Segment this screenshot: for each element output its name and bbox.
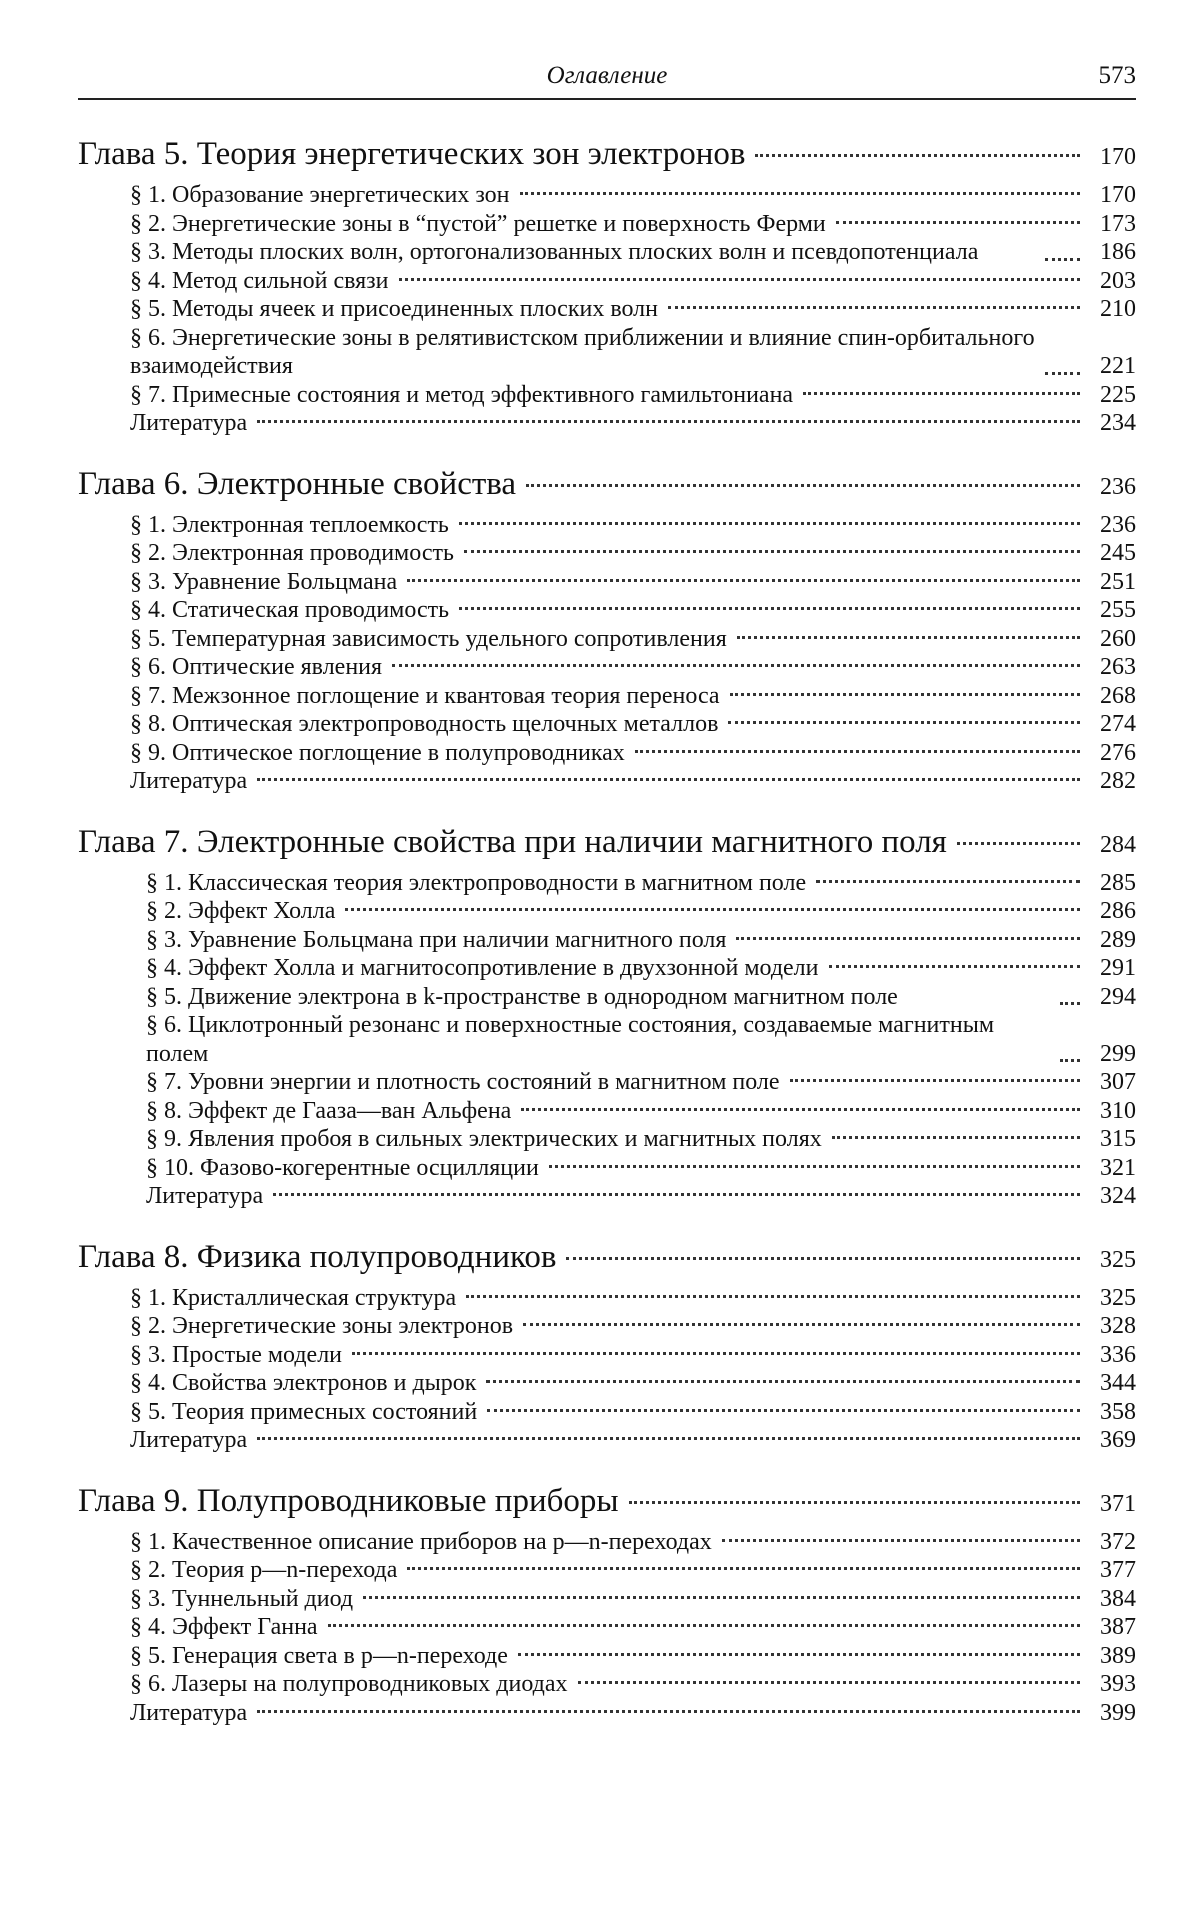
section-entry <box>78 710 1136 739</box>
section-title: § 3. Уравнение Больцмана при наличии магнитного поля <box>146 926 727 953</box>
chapter-heading <box>78 820 1136 867</box>
leader-dots <box>407 1567 1080 1570</box>
chapter-page: 236 <box>1100 473 1136 500</box>
leader-dots <box>635 750 1080 753</box>
section-entry <box>78 1011 1136 1068</box>
section-entry <box>78 1528 1136 1557</box>
toc-chapter <box>78 820 1136 1211</box>
leader-dots <box>345 908 1080 911</box>
section-page: 255 <box>1100 597 1136 623</box>
section-title: § 8. Эффект де Гааза—ван Альфена <box>146 1097 512 1124</box>
section-title: § 4. Эффект Холла и магнитосопротивление в двухзонной модели <box>146 955 819 981</box>
section-page: 285 <box>1100 869 1136 896</box>
chapter-heading <box>78 132 1136 179</box>
section-title: § 9. Оптическое поглощение в полупроводниках <box>130 739 625 766</box>
section-entry <box>78 1341 1136 1370</box>
section-title: § 1. Классическая теория электропроводности в магнитном поле <box>146 869 807 896</box>
leader-dots <box>257 420 1080 423</box>
section-entry <box>78 926 1136 955</box>
section-page: 387 <box>1100 1614 1136 1640</box>
literature-entry <box>78 1182 1136 1211</box>
section-entry <box>78 1585 1136 1614</box>
section-page: 186 <box>1100 239 1136 265</box>
section-title: § 8. Оптическая электропроводность щелочных металлов <box>130 711 719 737</box>
section-entry <box>78 1312 1136 1341</box>
section-title: § 2. Эффект Холла <box>146 898 336 924</box>
section-title: § 1. Образование энергетических зон <box>130 182 510 208</box>
leader-dots <box>803 392 1080 395</box>
chapter-title: Глава 5. Теория энергетических зон электронов <box>78 136 746 172</box>
section-title: § 4. Свойства электронов и дырок <box>130 1370 477 1396</box>
leader-dots <box>1045 258 1080 261</box>
section-entry <box>78 1556 1136 1585</box>
section-title: § 6. Лазеры на полупроводниковых диодах <box>130 1671 568 1697</box>
section-entry <box>78 625 1136 654</box>
section-entry <box>78 210 1136 239</box>
chapter-title: Глава 6. Электронные свойства <box>78 465 517 502</box>
section-entry <box>78 324 1136 381</box>
section-entry <box>78 181 1136 210</box>
section-page: 315 <box>1100 1126 1136 1152</box>
section-entry <box>78 1369 1136 1398</box>
section-entry <box>78 1398 1136 1427</box>
leader-dots <box>459 607 1080 610</box>
section-title: § 5. Движение электрона в k-пространстве в однородном магнитном поле <box>146 983 898 1010</box>
toc-page <box>78 58 1136 1727</box>
section-entry <box>78 1670 1136 1699</box>
toc-chapter <box>78 462 1136 796</box>
section-page: 225 <box>1100 381 1136 408</box>
section-entry <box>78 596 1136 625</box>
leader-dots <box>257 778 1080 781</box>
leader-dots <box>518 1653 1080 1656</box>
section-page: 291 <box>1100 955 1136 981</box>
literature-title: Литература <box>130 1427 248 1453</box>
toc-chapter <box>78 1479 1136 1728</box>
section-page: 210 <box>1100 296 1136 322</box>
section-entry <box>78 1068 1136 1097</box>
running-header <box>78 58 1136 100</box>
section-page: 263 <box>1100 654 1136 680</box>
literature-entry <box>78 767 1136 796</box>
section-title: § 6. Циклотронный резонанс и поверхностные состояния, создаваемые магнитным полем <box>146 1012 995 1067</box>
section-entry <box>78 568 1136 597</box>
section-title: § 2. Энергетические зоны электронов <box>130 1313 514 1339</box>
section-page: 384 <box>1100 1585 1136 1612</box>
section-page: 236 <box>1100 511 1136 538</box>
leader-dots <box>257 1710 1080 1713</box>
leader-dots <box>578 1681 1080 1684</box>
chapter-heading <box>78 1235 1136 1282</box>
literature-page: 234 <box>1100 410 1136 436</box>
chapter-page: 170 <box>1100 144 1136 170</box>
section-title: § 5. Температурная зависимость удельного сопротивления <box>130 625 727 652</box>
section-title: § 5. Методы ячеек и присоединенных плоских волн <box>130 296 658 322</box>
section-title: § 7. Уровни энергии и плотность состояний в магнитном поле <box>146 1069 780 1095</box>
leader-dots <box>526 484 1080 487</box>
section-title: § 5. Теория примесных состояний <box>130 1398 478 1425</box>
section-entry <box>78 267 1136 296</box>
section-entry <box>78 1125 1136 1154</box>
leader-dots <box>832 1136 1080 1139</box>
section-page: 310 <box>1100 1097 1136 1124</box>
section-title: § 4. Эффект Ганна <box>130 1614 318 1640</box>
running-title: Оглавление <box>546 62 668 89</box>
section-title: § 3. Туннельный диод <box>130 1585 354 1612</box>
page-number: 573 <box>1098 62 1136 89</box>
section-entry <box>78 539 1136 568</box>
leader-dots <box>737 636 1080 639</box>
section-page: 203 <box>1100 267 1136 294</box>
leader-dots <box>755 154 1080 157</box>
literature-page: 324 <box>1100 1183 1136 1209</box>
leader-dots <box>836 221 1080 224</box>
section-title: § 1. Качественное описание приборов на p—n-переходах <box>130 1528 712 1555</box>
leader-dots <box>392 664 1080 667</box>
section-title: § 4. Статическая проводимость <box>130 597 450 623</box>
section-title: § 3. Методы плоских волн, ортогонализованных плоских волн и псевдопотенциала <box>130 239 979 265</box>
section-page: 389 <box>1100 1642 1136 1669</box>
leader-dots <box>730 693 1080 696</box>
section-entry <box>78 511 1136 540</box>
literature-title: Литература <box>146 1183 264 1209</box>
leader-dots <box>273 1193 1080 1196</box>
chapter-page: 284 <box>1100 831 1136 858</box>
section-entry <box>78 1154 1136 1183</box>
leader-dots <box>816 880 1080 883</box>
section-entry <box>78 869 1136 898</box>
section-page: 245 <box>1100 540 1136 566</box>
leader-dots <box>668 306 1080 309</box>
section-page: 173 <box>1100 210 1136 237</box>
leader-dots <box>459 522 1080 525</box>
leader-dots <box>1045 372 1080 375</box>
section-page: 307 <box>1100 1069 1136 1095</box>
section-entry <box>78 1284 1136 1313</box>
leader-dots <box>957 842 1080 845</box>
section-entry <box>78 653 1136 682</box>
section-title: § 6. Энергетические зоны в релятивистском приближении и влияние спин-орбитального взаимодействия <box>130 324 1035 379</box>
section-page: 294 <box>1100 983 1136 1010</box>
leader-dots <box>466 1295 1080 1298</box>
leader-dots <box>363 1596 1080 1599</box>
section-page: 377 <box>1100 1557 1136 1583</box>
section-title: § 3. Простые модели <box>130 1341 343 1368</box>
section-page: 276 <box>1100 739 1136 766</box>
section-title: § 2. Электронная проводимость <box>130 540 454 566</box>
section-page: 286 <box>1100 898 1136 924</box>
chapter-title: Глава 7. Электронные свойства при наличии магнитного поля <box>78 823 947 860</box>
section-entry <box>78 897 1136 926</box>
section-page: 372 <box>1100 1528 1136 1555</box>
chapter-heading <box>78 1479 1136 1526</box>
literature-entry <box>78 1699 1136 1728</box>
section-entry <box>78 739 1136 768</box>
section-title: § 1. Кристаллическая структура <box>130 1284 457 1311</box>
section-title: § 5. Генерация света в p—n-переходе <box>130 1642 508 1669</box>
section-page: 299 <box>1100 1040 1136 1067</box>
toc-chapter <box>78 132 1136 438</box>
literature-entry <box>78 409 1136 438</box>
leader-dots <box>407 579 1080 582</box>
section-page: 260 <box>1100 625 1136 652</box>
leader-dots <box>399 278 1080 281</box>
section-title: § 9. Явления пробоя в сильных электрических и магнитных полях <box>146 1126 822 1152</box>
section-entry <box>78 295 1136 324</box>
section-title: § 6. Оптические явления <box>130 654 383 680</box>
section-page: 328 <box>1100 1313 1136 1339</box>
section-page: 274 <box>1100 711 1136 737</box>
section-page: 321 <box>1100 1154 1136 1181</box>
chapter-page: 325 <box>1100 1246 1136 1273</box>
leader-dots <box>257 1437 1080 1440</box>
section-title: § 1. Электронная теплоемкость <box>130 511 449 538</box>
section-entry <box>78 1613 1136 1642</box>
section-page: 170 <box>1100 182 1136 208</box>
leader-dots <box>464 550 1080 553</box>
section-page: 358 <box>1100 1398 1136 1425</box>
section-page: 325 <box>1100 1284 1136 1311</box>
section-page: 393 <box>1100 1671 1136 1697</box>
section-title: § 2. Теория p—n-перехода <box>130 1557 398 1583</box>
leader-dots <box>520 192 1080 195</box>
leader-dots <box>328 1624 1080 1627</box>
leader-dots <box>629 1501 1080 1504</box>
section-page: 344 <box>1100 1370 1136 1396</box>
chapter-page: 371 <box>1100 1490 1136 1517</box>
section-page: 221 <box>1100 353 1136 379</box>
leader-dots <box>566 1257 1080 1260</box>
leader-dots <box>487 1409 1080 1412</box>
section-title: § 10. Фазово-когерентные осцилляции <box>146 1154 539 1181</box>
leader-dots <box>549 1165 1080 1168</box>
section-title: § 3. Уравнение Больцмана <box>130 568 398 595</box>
literature-title: Литература <box>130 768 248 794</box>
section-entry <box>78 1097 1136 1126</box>
section-title: § 7. Межзонное поглощение и квантовая теория переноса <box>130 682 720 709</box>
section-title: § 2. Энергетические зоны в “пустой” решетке и поверхность Ферми <box>130 210 826 237</box>
leader-dots <box>790 1079 1080 1082</box>
leader-dots <box>1060 1059 1080 1062</box>
section-entry <box>78 1642 1136 1671</box>
literature-title: Литература <box>130 1699 248 1726</box>
chapter-title: Глава 8. Физика полупроводников <box>78 1238 557 1275</box>
section-entry <box>78 381 1136 410</box>
section-entry <box>78 682 1136 711</box>
table-of-contents <box>78 132 1136 1727</box>
section-page: 336 <box>1100 1341 1136 1368</box>
section-title: § 7. Примесные состояния и метод эффективного гамильтониана <box>130 381 794 408</box>
leader-dots <box>352 1352 1080 1355</box>
literature-entry <box>78 1426 1136 1455</box>
literature-title: Литература <box>130 410 248 436</box>
chapter-title: Глава 9. Полупроводниковые приборы <box>78 1482 619 1519</box>
section-page: 251 <box>1100 568 1136 595</box>
literature-page: 399 <box>1100 1699 1136 1726</box>
leader-dots <box>486 1380 1080 1383</box>
leader-dots <box>722 1539 1080 1542</box>
section-entry <box>78 983 1136 1012</box>
section-entry <box>78 954 1136 983</box>
chapter-heading <box>78 462 1136 509</box>
literature-page: 369 <box>1100 1427 1136 1453</box>
leader-dots <box>829 965 1080 968</box>
section-title: § 4. Метод сильной связи <box>130 267 389 294</box>
section-page: 289 <box>1100 926 1136 953</box>
leader-dots <box>523 1323 1080 1326</box>
leader-dots <box>1060 1002 1080 1005</box>
section-page: 268 <box>1100 682 1136 709</box>
literature-page: 282 <box>1100 768 1136 794</box>
leader-dots <box>728 721 1080 724</box>
section-entry <box>78 238 1136 267</box>
leader-dots <box>736 937 1080 940</box>
toc-chapter <box>78 1235 1136 1455</box>
leader-dots <box>521 1108 1080 1111</box>
